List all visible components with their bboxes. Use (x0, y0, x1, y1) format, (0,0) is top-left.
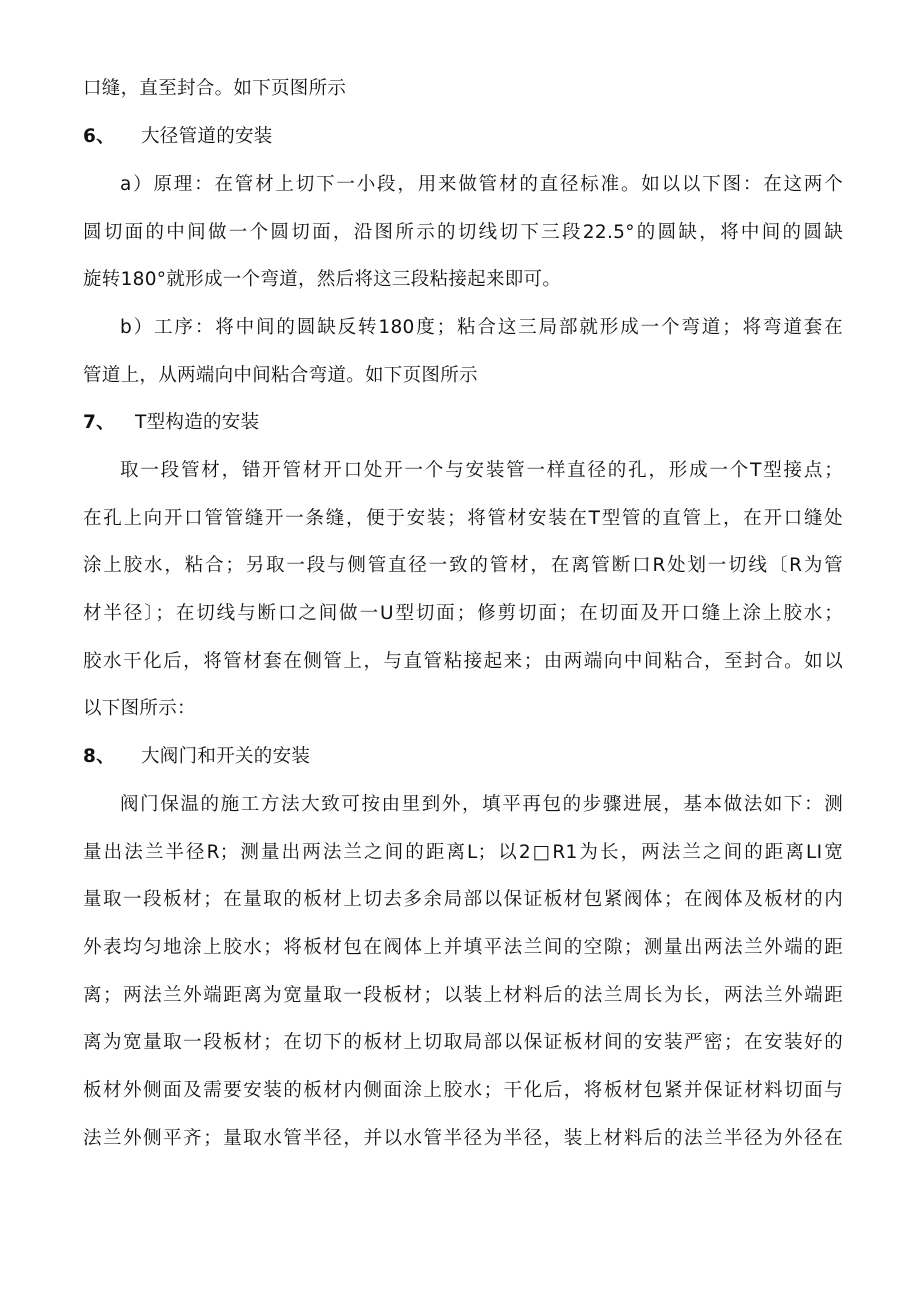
text-line: 板材外侧面及需要安装的板材内侧面涂上胶水；干化后，将板材包紧并保证材料切面与 (83, 1080, 843, 1101)
text-line: b）工序：将中间的圆缺反转180度；粘合这三局部就形成一个弯道；将弯道套在 (120, 317, 843, 338)
text-line: a）原理：在管材上切下一小段，用来做管材的直径标准。如以以下图：在这两个 (120, 174, 843, 195)
text-line: 以下图所示： (83, 698, 196, 719)
text-line: 量取一段板材；在量取的板材上切去多余局部以保证板材包紧阀体；在阀体及板材的内 (83, 889, 843, 910)
section-title: 大径管道的安装 (141, 126, 273, 147)
text-line: 旋转180°就形成一个弯道，然后将这三段粘接起来即可。 (83, 269, 562, 290)
text-line: 法兰外侧平齐；量取水管半径，并以水管半径为半径，装上材料后的法兰半径为外径在 (83, 1128, 843, 1149)
text-line: 管道上，从两端向中间粘合弯道。如下页图所示 (83, 365, 478, 386)
text-line: 阀门保温的施工方法大致可按由里到外，填平再包的步骤进展，基本做法如下：测 (120, 794, 843, 815)
text-line: 圆切面的中间做一个圆切面，沿图所示的切线切下三段22.5°的圆缺，将中间的圆缺 (83, 222, 843, 243)
section-title: 大阀门和开关的安装 (141, 746, 311, 767)
section-8-heading (83, 745, 310, 769)
text-line: 胶水干化后，将管材套在侧管上，与直管粘接起来；由两端向中间粘合，至封合。如以 (83, 651, 843, 672)
section-number: 6、 (83, 126, 115, 147)
section-6-heading (83, 125, 273, 149)
text-line: 取一段管材，错开管材开口处开一个与安装管一样直径的孔，形成一个T型接点； (120, 460, 843, 481)
text-line: 涂上胶水，粘合；另取一段与侧管直径一致的管材，在离管断口R处划一切线〔R为管 (83, 555, 843, 576)
text-line: 离为宽量取一段板材；在切下的板材上切取局部以保证板材间的安装严密；在安装好的 (83, 1032, 843, 1053)
text-line: 离；两法兰外端距离为宽量取一段板材；以装上材料后的法兰周长为长，两法兰外端距 (83, 985, 843, 1006)
section-number: 7、 (83, 412, 115, 433)
section-number: 8、 (83, 746, 115, 767)
text-line: 外表均匀地涂上胶水；将板材包在阀体上并填平法兰间的空隙；测量出两法兰外端的距 (83, 937, 843, 958)
text-line: 量出法兰半径R；测量出两法兰之间的距离L；以2□R1为长，两法兰之间的距离LI宽 (83, 842, 843, 863)
section-7-heading (83, 411, 259, 435)
section-title: T型构造的安装 (135, 412, 260, 433)
text-line: 材半径〕；在切线与断口之间做一U型切面；修剪切面；在切面及开口缝上涂上胶水； (83, 603, 843, 624)
text-line: 口缝，直至封合。如下页图所示 (83, 78, 347, 99)
text-line: 在孔上向开口管管缝开一条缝，便于安装；将管材安装在T型管的直管上，在开口缝处 (83, 508, 843, 529)
